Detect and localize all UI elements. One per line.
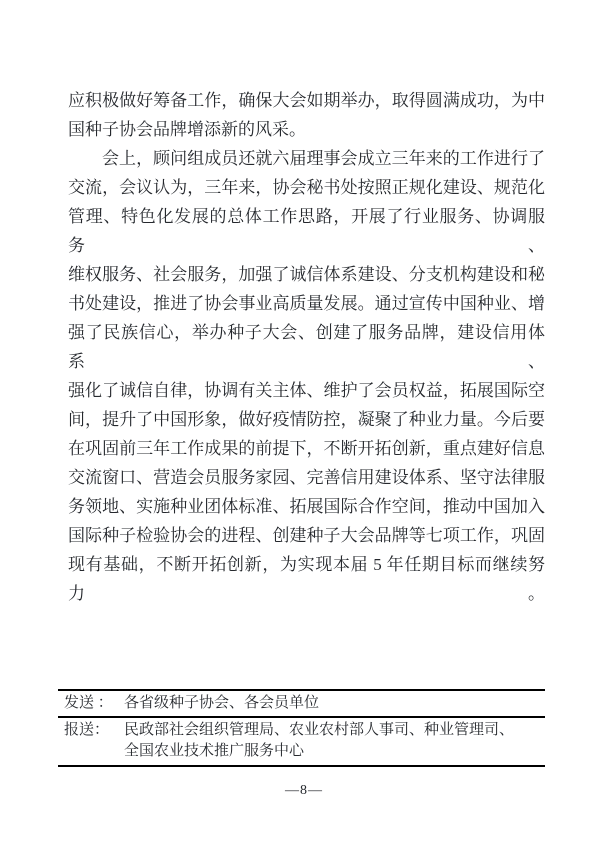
body-line: 间，提升了中国形象，做好疫情防控，凝聚了种业力量。今后要 bbox=[68, 410, 545, 429]
report-label: 报送： bbox=[64, 722, 110, 738]
body-line: 在巩固前三年工作成果的前提下，不断开拓创新，重点建好信息 bbox=[68, 439, 545, 458]
distribution-block bbox=[58, 689, 545, 767]
report-content-line1: 民政部社会组织管理局、农业农村部人事司、种业管理司、 bbox=[124, 722, 515, 738]
body-line: 国际种子检验协会的进程、创建种子大会品牌等七项工作，巩固 bbox=[68, 526, 545, 545]
send-content: 各省级种子协会、各会员单位 bbox=[124, 695, 320, 711]
body-text bbox=[68, 86, 545, 608]
body-line: 维权服务、社会服务，加强了诚信体系建设、分支机构建设和秘 bbox=[68, 265, 545, 284]
body-line: 管理、特色化发展的总体工作思路，开展了行业服务、协调服务、 bbox=[68, 207, 545, 255]
page-number: —8— bbox=[285, 783, 323, 798]
body-line: 现有基础，不断开拓创新，为实现本届 5 年任期目标而继续努力。 bbox=[68, 555, 545, 603]
distribution-send-row bbox=[58, 689, 545, 718]
body-line: 国种子协会品牌增添新的风采。 bbox=[68, 120, 306, 139]
report-content-line1-wrap bbox=[58, 720, 545, 741]
body-line: 交流，会议认为，三年来，协会秘书处按照正规化建设、规范化 bbox=[68, 178, 545, 197]
body-line: 书处建设，推进了协会事业高质量发展。通过宣传中国种业、增 bbox=[68, 294, 545, 313]
distribution-report-row bbox=[58, 718, 545, 767]
body-line: 强化了诚信自律，协调有关主体、维护了会员权益，拓展国际空 bbox=[68, 381, 545, 400]
body-line: 会上，顾问组成员还就六届理事会成立三年来的工作进行了 bbox=[102, 149, 545, 168]
body-line: 交流窗口、营造会员服务家园、完善信用建设体系、坚守法律服 bbox=[68, 468, 545, 487]
body-line: 应积极做好筹备工作，确保大会如期举办，取得圆满成功，为中 bbox=[68, 91, 545, 110]
report-content-line2: 全国农业技术推广服务中心 bbox=[124, 743, 305, 759]
body-line: 务领地、实施种业团体标准、拓展国际合作空间，推动中国加入 bbox=[68, 497, 545, 516]
send-label: 发送 ： bbox=[64, 695, 113, 711]
body-line: 强了民族信心，举办种子大会、创建了服务品牌，建设信用体系、 bbox=[68, 323, 545, 371]
